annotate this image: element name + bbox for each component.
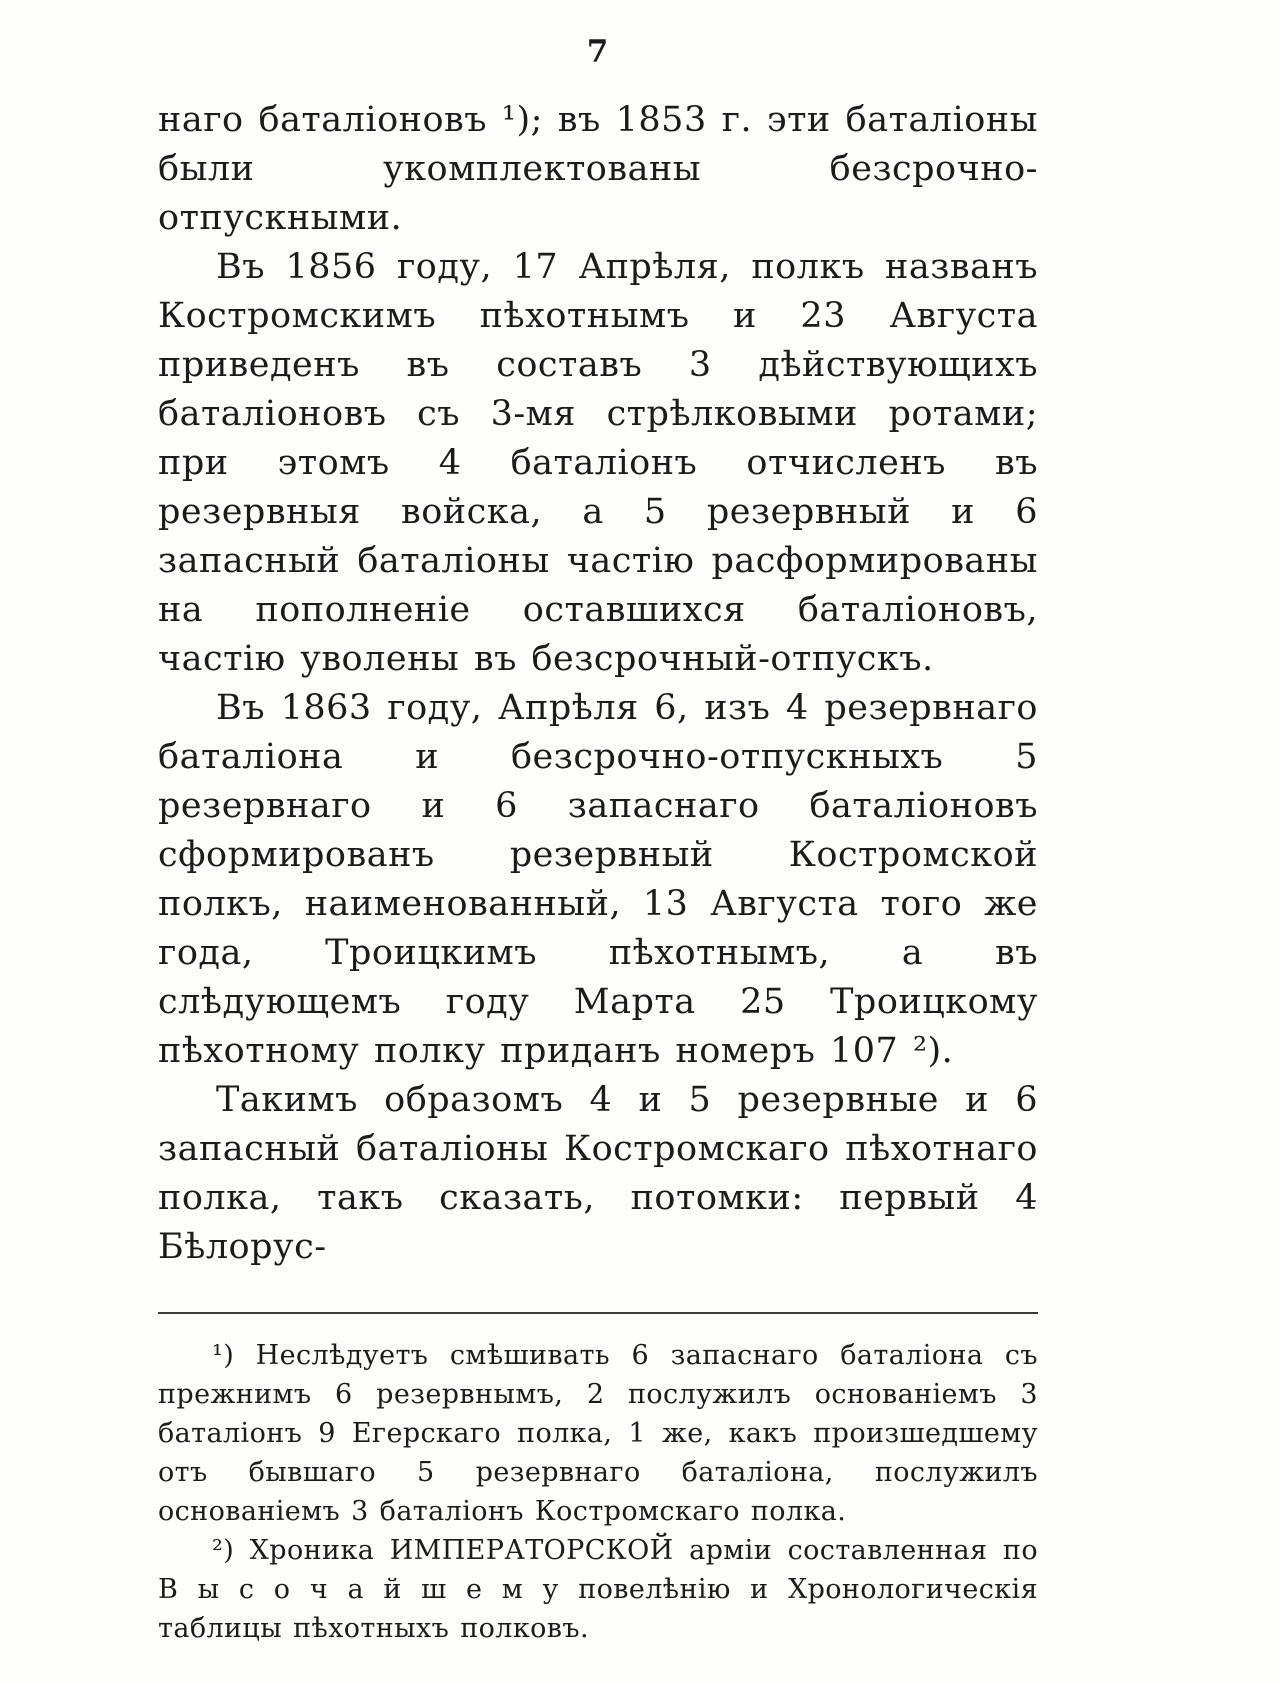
paragraph: Въ 1863 году, Апрѣля 6, изъ 4 резервнаго баталіона и безсрочно-отпускныхъ 5 резервнаго и 6 запаснаго баталіоновъ сформированъ резервный Костромской полкъ, наименованный, 13 Августа того же года, Троицкимъ пѣхотнымъ, а въ слѣдующемъ году Марта 25 Троицкому пѣхотному полку приданъ номеръ 107 ²). <box>158 688 1038 1071</box>
paragraph: Такимъ образомъ 4 и 5 резервные и 6 запасный баталіоны Костромскаго пѣхотнаго полка, такъ сказать, потомки: первый 4 Бѣлорус- <box>158 1080 1038 1267</box>
paragraph-continuation: наго баталіоновъ ¹); въ 1853 г. эти баталіоны были укомплектованы безсрочно-отпускными. <box>158 100 1038 238</box>
main-text <box>158 96 1038 1272</box>
footnotes <box>158 1336 1038 1648</box>
footnote: ²) Хроника ИМПЕРАТОРСКОЙ арміи составленная по В ы с о ч а й ш е м у повелѣнію и Хронологическія таблицы пѣхотныхъ полковъ. <box>158 1535 1038 1644</box>
footnote: ¹) Неслѣдуетъ смѣшивать 6 запаснаго баталіона съ прежнимъ 6 резервнымъ, 2 послужилъ основаніемъ 3 баталіонъ 9 Егерскаго полка, 1 же, какъ произшедшему отъ бывшаго 5 резервнаго баталіона, послужилъ основаніемъ 3 баталіонъ Костромскаго полка. <box>158 1340 1038 1527</box>
footnote-divider <box>158 1312 1038 1314</box>
page-number: 7 <box>586 34 610 70</box>
paragraph: Въ 1856 году, 17 Апрѣля, полкъ названъ Костромскимъ пѣхотнымъ и 23 Августа приведенъ въ составъ 3 дѣйствующихъ баталіоновъ съ 3-мя стрѣлковыми ротами; при этомъ 4 баталіонъ отчисленъ въ резервныя войска, а 5 резервный и 6 запасный баталіоны частію расформированы на пополненіе оставшихся баталіоновъ, частію уволены въ безсрочный-отпускъ. <box>158 247 1038 679</box>
